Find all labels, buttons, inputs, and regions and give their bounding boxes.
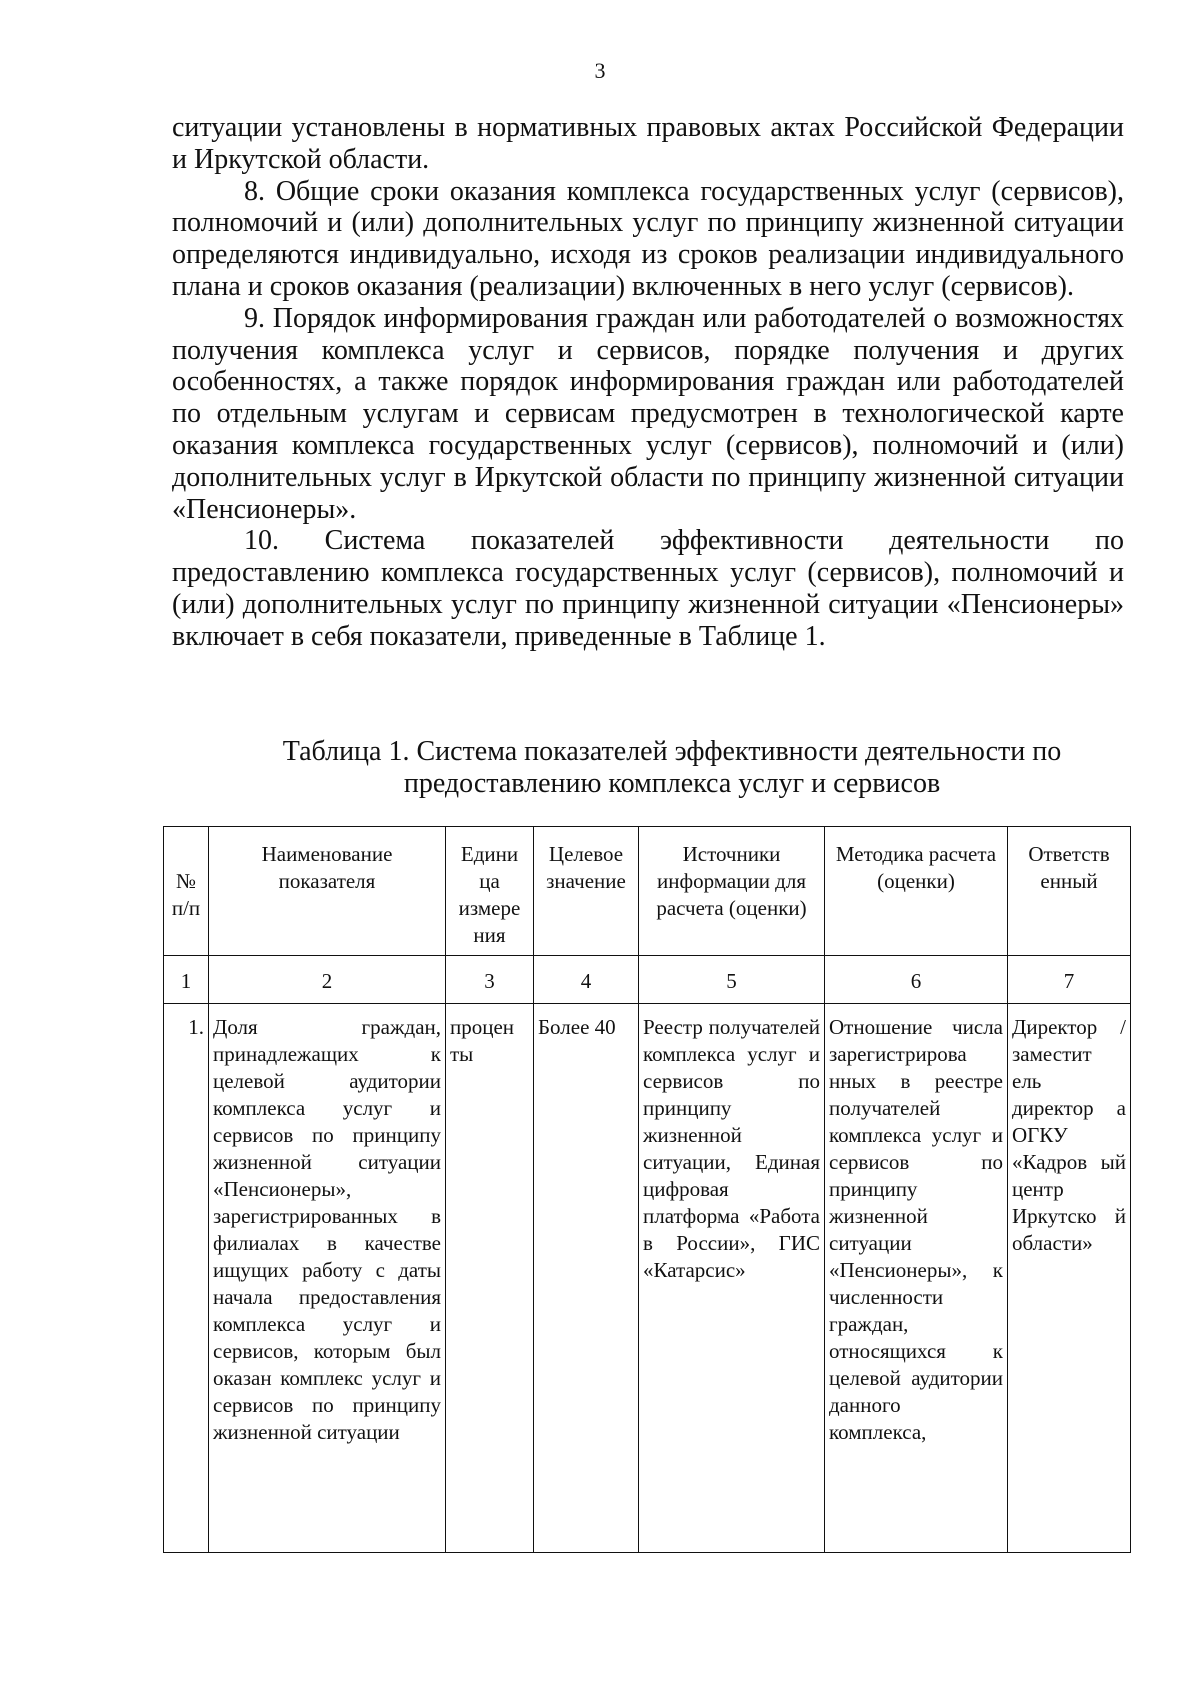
- header-indicator-name: Наименование показателя: [209, 827, 446, 956]
- paragraph-10: 10. Система показателей эффективности деятельности по предоставлению комплекса государственных услуг (сервисов), полномочий и (или) дополнительных услуг по принципу жизненной ситуации «Пенсионеры» включает в себя показатели, приведенные в Таблице 1.: [172, 525, 1124, 652]
- indicators-table: [163, 826, 1131, 1553]
- column-number: 2: [209, 956, 446, 1004]
- calculation-method: Отношение числа зарегистрирова нных в реестре получателей комплекса услуг и сервисов по принципу жизненной ситуации «Пенсионеры», к численности граждан, относящихся к целевой аудитории данного комплекса,: [825, 1004, 1008, 1553]
- table-caption: [172, 736, 1172, 800]
- indicator-name: Доля граждан, принадлежащих к целевой аудитории комплекса услуг и сервисов по принципу жизненной ситуации «Пенсионеры», зарегистрированных в филиалах в качестве ищущих работу с даты начала предоставления комплекса услуг и сервисов, которым был оказан комплекс услуг и сервисов по принципу жизненной ситуации: [209, 1004, 446, 1553]
- column-number: 4: [534, 956, 639, 1004]
- header-number: № п/п: [164, 827, 209, 956]
- header-unit: Едини ца измере ния: [446, 827, 534, 956]
- paragraph-8: 8. Общие сроки оказания комплекса государственных услуг (сервисов), полномочий и (или) дополнительных услуг по принципу жизненной ситуации определяются индивидуально, исходя из сроков реализации индивидуального плана и сроков оказания (реализации) включенных в него услуг (сервисов).: [172, 175, 1124, 302]
- page-number: 3: [594, 58, 606, 83]
- table-header-row: [164, 827, 1131, 956]
- header-target-value: Целевое значение: [534, 827, 639, 956]
- header-method: Методика расчета (оценки): [825, 827, 1008, 956]
- paragraph-9: 9. Порядок информирования граждан или работодателей о возможностях получения комплекса услуг и сервисов, порядке получения и других особенностях, а также порядок информирования граждан или работодателей по отдельным услугам и сервисам предусмотрен в технологической карте оказания комплекса государственных услуг (сервисов), полномочий и (или) дополнительных услуг в Иркутской области по принципу жизненной ситуации «Пенсионеры».: [172, 302, 1124, 525]
- information-sources: Реестр получателей комплекса услуг и сервисов по принципу жизненной ситуации, Единая цифровая платформа «Работа в России», ГИС «Катарсис»: [639, 1004, 825, 1553]
- target-value: Более 40: [534, 1004, 639, 1553]
- table-caption-line-1: Таблица 1. Система показателей эффективности деятельности по: [282, 736, 1062, 767]
- paragraph-intro: ситуации установлены в нормативных правовых актах Российской Федерации и Иркутской области.: [172, 112, 1124, 175]
- document-body: [172, 112, 1124, 653]
- responsible-party: Директор /заместит ель директор а ОГКУ «Кадров ый центр Иркутско й области»: [1008, 1004, 1131, 1553]
- column-number: 3: [446, 956, 534, 1004]
- column-numbers-row: [164, 956, 1131, 1004]
- column-number: 5: [639, 956, 825, 1004]
- header-sources: Источники информации для расчета (оценки): [639, 827, 825, 956]
- table-caption-line-2: предоставлению комплекса услуг и сервисов: [403, 768, 941, 799]
- column-number: 1: [164, 956, 209, 1004]
- unit-of-measure: процен ты: [446, 1004, 534, 1553]
- column-number: 6: [825, 956, 1008, 1004]
- column-number: 7: [1008, 956, 1131, 1004]
- header-responsible: Ответств енный: [1008, 827, 1131, 956]
- table-row: [164, 1004, 1131, 1553]
- row-number: 1.: [164, 1004, 209, 1553]
